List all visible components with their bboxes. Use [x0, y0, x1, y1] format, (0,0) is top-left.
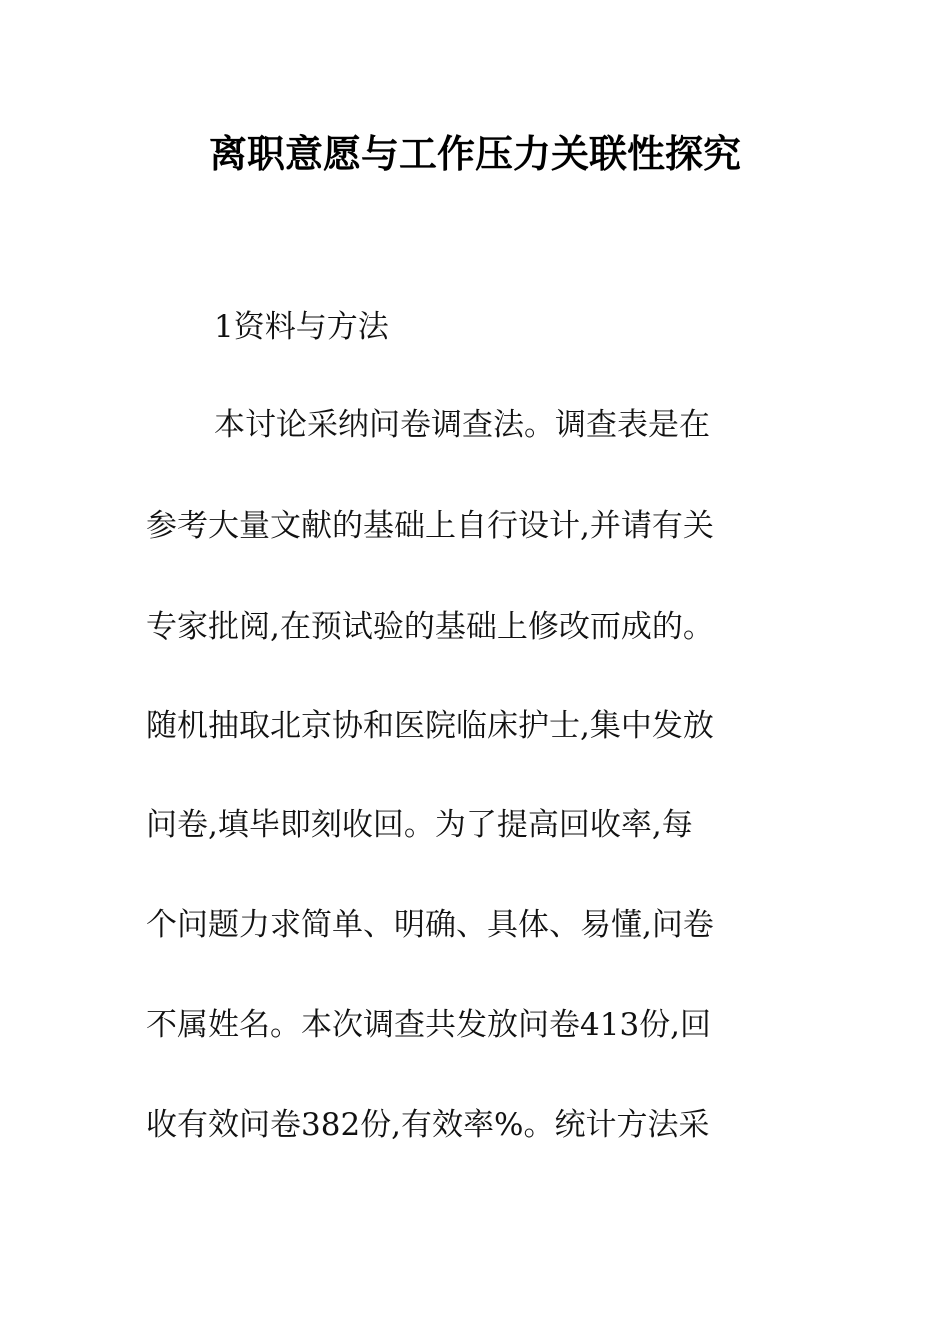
document-title: 离职意愿与工作压力关联性探究 — [208, 132, 741, 176]
paragraph-line: 问卷,填毕即刻收回。为了提高回收率,每 — [146, 807, 693, 843]
paragraph-line: 不属姓名。本次调查共发放问卷413份,回 — [146, 1007, 712, 1043]
paragraph-line: 本讨论采纳问卷调查法。调查表是在 — [214, 407, 710, 443]
paragraph-line: 收有效问卷382份,有效率%。统计方法采 — [146, 1107, 710, 1143]
paragraph-line: 专家批阅,在预试验的基础上修改而成的。 — [146, 609, 714, 645]
section-heading: 1资料与方法 — [214, 309, 389, 345]
paragraph-line: 随机抽取北京协和医院临床护士,集中发放 — [146, 708, 714, 744]
paragraph-line: 个问题力求简单、明确、具体、易懂,问卷 — [146, 907, 714, 943]
paragraph-line: 参考大量文献的基础上自行设计,并请有关 — [146, 508, 714, 544]
